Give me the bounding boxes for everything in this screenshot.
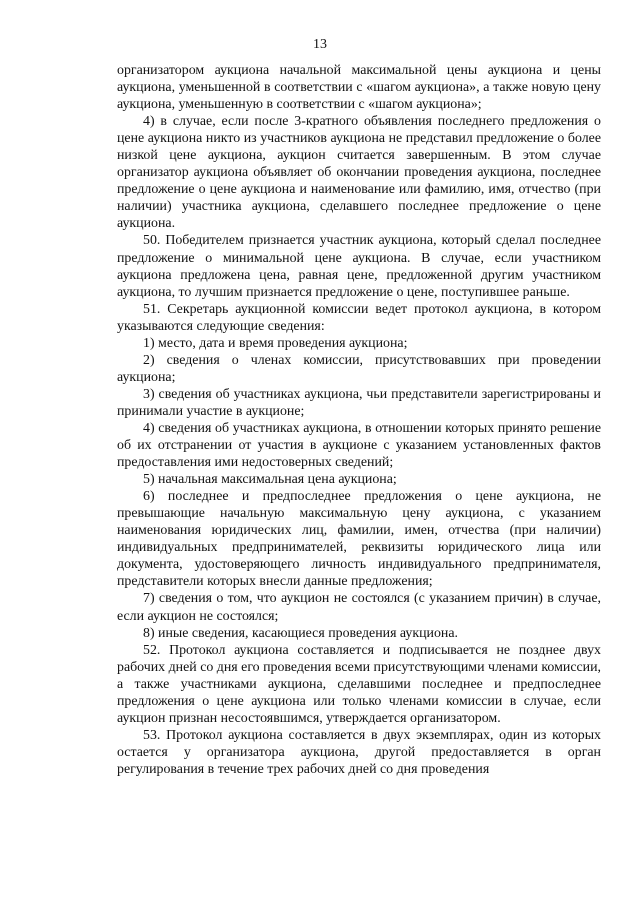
- paragraph-subitem-5: 5) начальная максимальная цена аукциона;: [143, 472, 397, 488]
- paragraph-subitem-4: 4) сведения об участниках аукциона, в отношении которых принято решение об их отстранении от участия в аукционе с указанием установленных фактов предоставления ими недостоверных сведений;: [117, 420, 601, 471]
- paragraph-continuation: организатором аукциона начальной максимальной цены аукциона и цены аукциона, уменьшенной в соответствии с «шагом аукциона», а также новую цену аукциона, уменьшенную в соответствии с «шагом аукциона»;: [117, 63, 601, 113]
- paragraph-subitem-8: 8) иные сведения, касающиеся проведения аукциона.: [143, 625, 458, 641]
- paragraph-item-4: 4) в случае, если после 3-кратного объявления последнего предложения о цене аукциона никто из участников аукциона не представил предложение о более низкой цене аукциона, аукцион считается завершенным. В этом случае организатор аукциона объявляет об окончании проведения аукциона, последнее предложение о цене аукциона и наименование или фамилию, имя, отчество (при наличии) участника аукциона, сделавшего последнее предложение о цене аукциона.: [117, 114, 601, 232]
- paragraph-subitem-1: 1) место, дата и время проведения аукциона;: [143, 335, 408, 351]
- paragraph-clause-52: 52. Протокол аукциона составляется и подписывается не позднее двух рабочих дней со дня его проведения всеми присутствующими членами комиссии, а также участниками аукциона, сделавшими последнее и предпоследнее предложения о цене аукциона или только членами комиссии в случае, если аукцион признан несостоявшимся, утверждается организатором.: [117, 642, 601, 726]
- paragraph-clause-51: 51. Секретарь аукционной комиссии ведет протокол аукциона, в котором указываются следующие сведения:: [117, 301, 601, 334]
- paragraph-subitem-6: 6) последнее и предпоследнее предложения о цене аукциона, не превышающие начальную максимальную цену аукциона, с указанием наименования юридических лиц, фамилии, имен, отчества (при наличии) индивидуальных предпринимателей, реквизиты юридического лица или документа, удостоверяющего личность индивидуального предпринимателя, представители которых внесли данные предложения;: [117, 489, 601, 590]
- paragraph-clause-50: 50. Победителем признается участник аукциона, который сделал последнее предложение о минимальной цене аукциона. В случае, если участником аукциона предложена цена, равная цене, предложенной другим участником аукциона, то лучшим признается предложение о цене, поступившее раньше.: [117, 233, 601, 300]
- document-body: [117, 62, 601, 778]
- page-number: 13: [313, 37, 327, 52]
- paragraph-subitem-3: 3) сведения об участниках аукциона, чьи представители зарегистрированы и принимали участие в аукционе;: [117, 386, 601, 419]
- paragraph-clause-53: 53. Протокол аукциона составляется в двух экземплярах, один из которых остается у организатора аукциона, другой предоставляется в орган регулирования в течение трех рабочих дней со дня проведения: [117, 727, 601, 777]
- paragraph-subitem-7: 7) сведения о том, что аукцион не состоялся (с указанием причин) в случае, если аукцион не состоялся;: [117, 591, 601, 624]
- paragraph-subitem-2: 2) сведения о членах комиссии, присутствовавших при проведении аукциона;: [117, 352, 601, 385]
